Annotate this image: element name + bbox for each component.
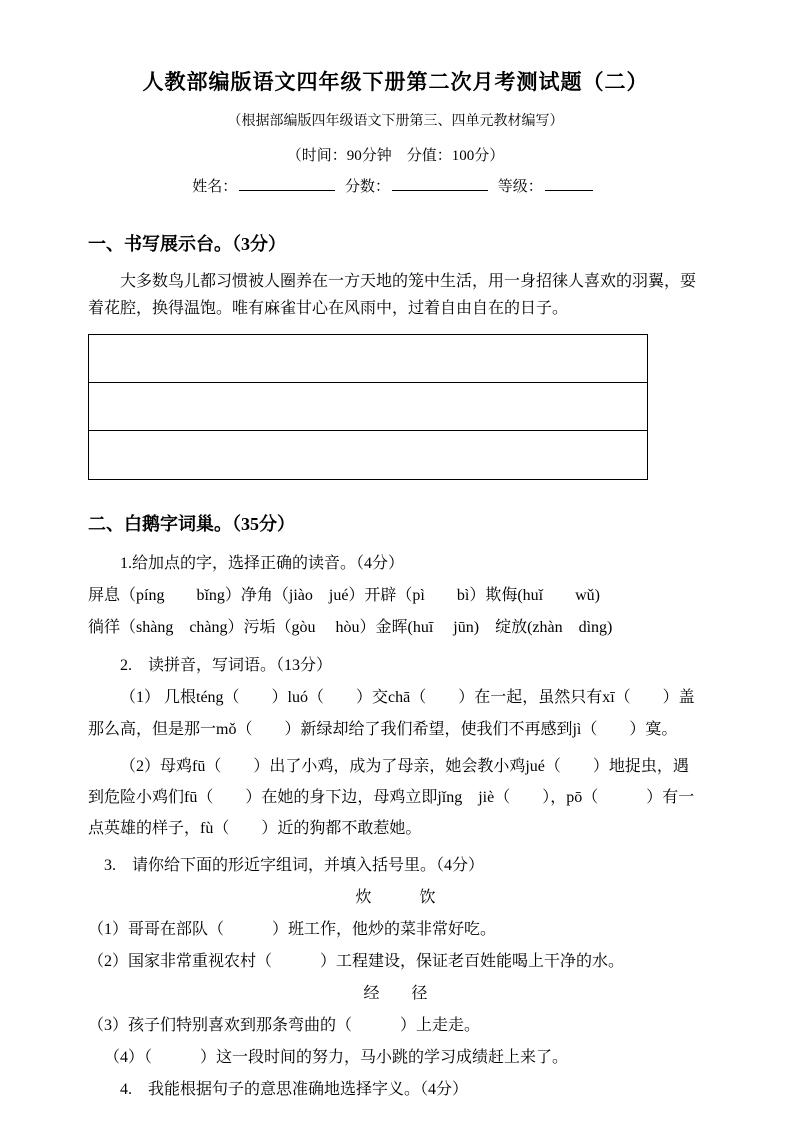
student-info-line: [88, 175, 703, 196]
q3-character-pair-2: 经 径: [363, 985, 428, 1003]
q1-prompt: 1.给加点的字，选择正确的读音。（4分）: [120, 555, 405, 573]
name-blank: [239, 176, 335, 191]
exam-title: 人教部编版语文四年级下册第二次月考测试题（二）: [142, 70, 649, 94]
name-label: 姓名：: [192, 179, 238, 195]
writing-row-3: [89, 431, 647, 479]
q3-item-4: （4）（ ）这一段时间的努力，马小跳的学习成绩赶上来了。: [104, 1049, 569, 1067]
score-label: 分数：: [344, 179, 390, 195]
q3-item-2: （2）国家非常重视农村（ ）工程建设，保证老百姓能喝上干净的水。: [88, 953, 625, 971]
q4-prompt: 4. 我能根据句子的意思准确地选择字义。（4分）: [120, 1081, 469, 1099]
q2-item-1: （1） 几根téng（ ）luó（ ）交chā（ ）在一起，虽然只有xī（ ）盖那么高，但是那一mǒ（ ）新绿却给了我们希望，使我们不再感到jì（ ）寞。: [88, 689, 695, 738]
time-score-line: （时间：90分钟 分值：100分）: [286, 148, 505, 164]
q3-prompt: 3. 请你给下面的形近字组词，并填入括号里。（4分）: [104, 857, 485, 875]
q3-item-3: （3）孩子们特别喜欢到那条弯曲的（ ）上走走。: [88, 1017, 481, 1035]
q1-readings-line-1: 屏息（píng bǐng）净角（jiào jué）开辟（pì bì）欺侮(huǐ wǔ): [88, 587, 600, 605]
q1-readings-line-2: 徜徉（shàng chàng）污垢（gòu hòu）金晖(huī jūn) 绽放(zhàn dìng): [88, 619, 613, 637]
writing-practice-box: [88, 334, 648, 480]
q3-character-pair-1: 炊 饮: [355, 889, 436, 907]
exam-subtitle: （根据部编版四年级语文下册第三、四单元教材编写）: [227, 114, 564, 129]
q2-prompt: 2. 读拼音，写词语。（13分）: [120, 657, 333, 675]
section1-heading: 一、书写展示台。（3分）: [88, 234, 286, 254]
writing-row-2: [89, 383, 647, 431]
q2-item-2: （2）母鸡fū（ ）出了小鸡，成为了母亲，她会教小鸡jué（ ）地捉虫，遇到危险小鸡们fū（ ）在她的身下边，母鸡立即jǐng jiè（ ），pō（ ）有一点英雄的样子，fù（ ）近的狗都不敢惹她。: [88, 757, 695, 838]
grade-label: 等级：: [497, 179, 543, 195]
section1-paragraph: 大多数鸟儿都习惯被人圈养在一方天地的笼中生活，用一身招徕人喜欢的羽翼，耍着花腔，换得温饱。唯有麻雀甘心在风雨中，过着自由自在的日子。: [88, 273, 697, 318]
q3-item-1: （1）哥哥在部队（ ）班工作，他炒的菜非常好吃。: [88, 921, 497, 939]
section2-heading: 二、白鹅字词巢。（35分）: [88, 514, 295, 535]
score-blank: [392, 176, 488, 191]
grade-blank: [545, 176, 593, 191]
writing-row-1: [89, 335, 647, 383]
